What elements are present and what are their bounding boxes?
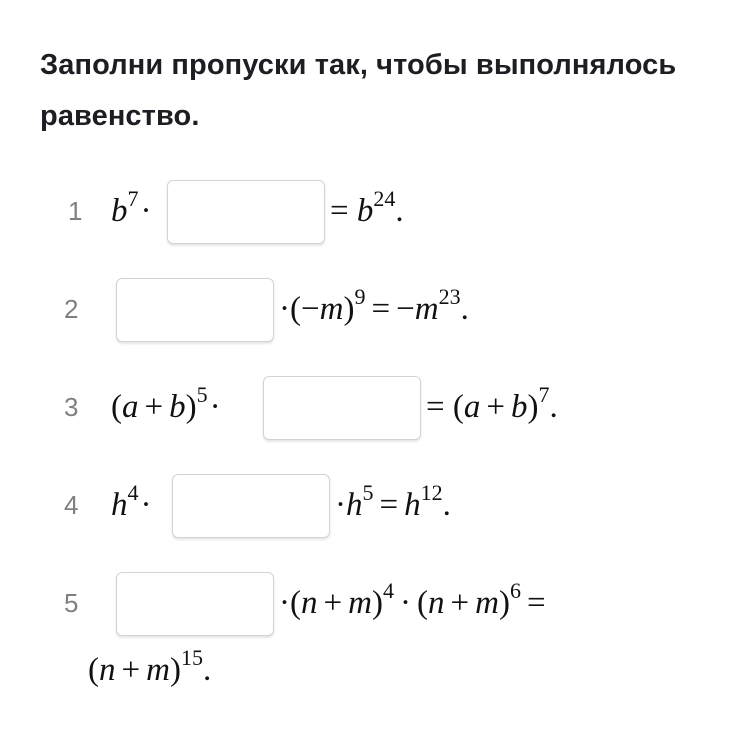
instruction-title: Заполни пропуски так, чтобы выполнялось равенство. xyxy=(40,49,677,132)
answer-input-2[interactable] xyxy=(116,278,274,342)
answer-input-4[interactable] xyxy=(172,474,330,538)
item-number-4: 4 xyxy=(64,490,79,520)
item-number-2: 2 xyxy=(64,294,79,324)
expr-2-after: $\cdot(-m)^9 = -m^{23}$. xyxy=(279,284,469,327)
expr-3-after: = $(a + b)^7$. xyxy=(426,382,558,425)
item-number-3: 3 xyxy=(64,392,79,422)
answer-input-3[interactable] xyxy=(263,376,421,440)
expr-1-after: = $b^{24}$. xyxy=(330,186,404,229)
expr-4-after: $\cdot h^5 = h^{12}$. xyxy=(335,480,451,523)
item-number-5: 5 xyxy=(64,588,79,618)
expr-4-before: $h^4\cdot$ xyxy=(111,480,152,523)
expr-5-after: $\cdot(n + m)^4 \cdot (n + m)^6$ = xyxy=(279,578,546,621)
expr-3-before: $(a + b)^5\cdot$ xyxy=(111,382,221,425)
answer-input-1[interactable] xyxy=(167,180,325,244)
expr-1-before: $b^7\cdot$ xyxy=(111,186,152,229)
answer-input-5[interactable] xyxy=(116,572,274,636)
expr-5-continuation: $(n + m)^{15}$. xyxy=(88,645,212,688)
item-number-1: 1 xyxy=(68,196,83,226)
